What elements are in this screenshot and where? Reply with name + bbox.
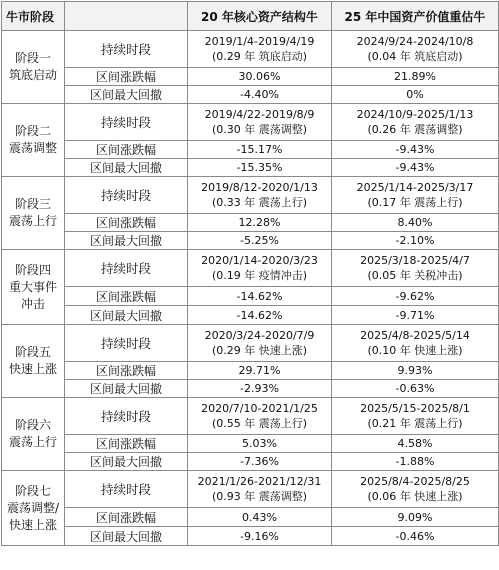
row-label-change: 区间涨跌幅: [65, 435, 188, 453]
table-row-duration: [2, 471, 499, 508]
row-label-change: 区间涨跌幅: [65, 287, 188, 306]
header-stage: 牛市阶段: [2, 2, 65, 31]
date-range-2019: 2020/3/24-2020/7/9: [204, 329, 315, 342]
header-2024-bull: 25 年中国资产价值重估牛: [332, 2, 499, 31]
stage-label-line: 阶段二: [14, 124, 51, 138]
row-label-drawdown: 区间最大回撤: [65, 159, 188, 177]
table-row-duration: [2, 104, 499, 141]
stage-cell-2: [2, 104, 65, 177]
row-label-change: 区间涨跌幅: [65, 362, 188, 380]
table-row-drawdown: [2, 380, 499, 398]
table-row-change: [2, 435, 499, 453]
row-label-change: 区间涨跌幅: [65, 141, 188, 159]
stage-label-line: 震荡上行: [8, 214, 57, 228]
row-label-duration: 持续时段: [65, 398, 188, 435]
header-2019-bull: 20 年核心资产结构牛: [188, 2, 332, 31]
row-label-change: 区间涨跌幅: [65, 214, 188, 232]
drawdown-value-2024: -0.63%: [332, 380, 499, 398]
date-range-2019: 2019/1/4-2019/4/19: [204, 35, 315, 48]
row-label-duration: 持续时段: [65, 177, 188, 214]
drawdown-value-2024: 0%: [332, 86, 499, 104]
row-label-duration: 持续时段: [65, 325, 188, 362]
table-row-change: [2, 362, 499, 380]
date-range-2019: 2021/1/26-2021/12/31: [197, 475, 322, 488]
table-row-drawdown: [2, 453, 499, 471]
duration-note-2019: (0.29 年 筑底启动): [211, 50, 308, 63]
duration-note-2019: (0.30 年 震荡调整): [211, 123, 308, 136]
table-row-drawdown: [2, 86, 499, 104]
duration-cell-2019: [188, 325, 332, 362]
change-value-2024: -9.62%: [332, 287, 499, 306]
drawdown-value-2024: -2.10%: [332, 232, 499, 250]
duration-note-2024: (0.10 年 快速上涨): [367, 344, 463, 357]
drawdown-value-2019: -9.16%: [188, 527, 332, 546]
stage-label-line: 震荡调整/: [6, 500, 60, 515]
duration-cell-2024: [332, 398, 499, 435]
table-row-drawdown: [2, 159, 499, 177]
duration-cell-2019: [188, 177, 332, 214]
table-row-change: [2, 214, 499, 232]
date-range-2024: 2025/4/8-2025/5/14: [360, 329, 470, 342]
stage-label-line: 阶段一: [14, 51, 51, 65]
drawdown-value-2019: -7.36%: [188, 453, 332, 471]
stage-cell-7: [2, 471, 65, 546]
duration-note-2024: (0.06 年 快速上涨): [367, 490, 463, 503]
drawdown-value-2024: -0.46%: [332, 527, 499, 546]
change-value-2024: 8.40%: [332, 214, 499, 232]
duration-cell-2024: [332, 471, 499, 508]
duration-cell-2019: [188, 398, 332, 435]
stage-cell-4: [2, 250, 65, 325]
date-range-2024: 2025/8/4-2025/8/25: [360, 475, 470, 488]
duration-cell-2024: [332, 250, 499, 287]
date-range-2024: 2025/3/18-2025/4/7: [360, 254, 470, 267]
change-value-2019: -14.62%: [188, 287, 332, 306]
row-label-drawdown: 区间最大回撤: [65, 453, 188, 471]
duration-cell-2024: [332, 177, 499, 214]
header-row: [2, 2, 499, 31]
date-range-2024: 2024/9/24-2024/10/8: [356, 35, 474, 48]
drawdown-value-2024: -9.43%: [332, 159, 499, 177]
duration-note-2024: (0.26 年 震荡调整): [367, 123, 463, 136]
stage-label-line: 阶段四: [14, 262, 51, 277]
date-range-2019: 2019/8/12-2020/1/13: [201, 181, 318, 194]
stage-label-line: 快速上涨: [8, 517, 57, 532]
table-row-duration: [2, 177, 499, 214]
drawdown-value-2024: -1.88%: [332, 453, 499, 471]
duration-note-2024: (0.17 年 震荡上行): [367, 196, 463, 209]
stage-cell-5: [2, 325, 65, 398]
row-label-drawdown: 区间最大回撤: [65, 380, 188, 398]
stage-label-line: 阶段六: [14, 418, 51, 432]
stage-label-line: 震荡调整: [8, 141, 57, 155]
table-row-drawdown: [2, 232, 499, 250]
table-row-drawdown: [2, 306, 499, 325]
stage-label-line: 筑底启动: [8, 68, 57, 82]
row-label-change: 区间涨跌幅: [65, 508, 188, 527]
duration-note-2019: (0.93 年 震荡调整): [211, 490, 308, 503]
comparison-table-container: [1, 1, 499, 546]
header-metric: [65, 2, 188, 31]
duration-cell-2024: [332, 325, 499, 362]
duration-note-2024: (0.05 年 关税冲击): [367, 269, 463, 282]
duration-note-2019: (0.33 年 震荡上行): [211, 196, 308, 209]
duration-note-2019: (0.55 年 震荡上行): [211, 417, 308, 430]
table-row-duration: [2, 325, 499, 362]
duration-cell-2019: [188, 250, 332, 287]
change-value-2019: -15.17%: [188, 141, 332, 159]
stage-cell-3: [2, 177, 65, 250]
table-body: [2, 31, 499, 546]
drawdown-value-2019: -5.25%: [188, 232, 332, 250]
change-value-2024: 21.89%: [332, 68, 499, 86]
date-range-2019: 2019/4/22-2019/8/9: [204, 108, 315, 121]
duration-cell-2019: [188, 471, 332, 508]
row-label-drawdown: 区间最大回撤: [65, 86, 188, 104]
change-value-2019: 5.03%: [188, 435, 332, 453]
duration-cell-2019: [188, 31, 332, 68]
row-label-drawdown: 区间最大回撤: [65, 232, 188, 250]
stage-label-line: 阶段七: [14, 483, 51, 498]
duration-cell-2024: [332, 31, 499, 68]
stage-label-line: 震荡上行: [8, 435, 57, 449]
duration-note-2019: (0.19 年 疫情冲击): [211, 269, 308, 282]
date-range-2024: 2025/1/14-2025/3/17: [356, 181, 474, 194]
date-range-2019: 2020/7/10-2021/1/25: [201, 402, 318, 415]
date-range-2019: 2020/1/14-2020/3/23: [201, 254, 318, 267]
row-label-change: 区间涨跌幅: [65, 68, 188, 86]
stage-label-line: 阶段五: [14, 345, 51, 359]
row-label-duration: 持续时段: [65, 31, 188, 68]
duration-note-2024: (0.04 年 筑底启动): [367, 50, 463, 63]
table-row-change: [2, 508, 499, 527]
drawdown-value-2019: -15.35%: [188, 159, 332, 177]
change-value-2024: -9.43%: [332, 141, 499, 159]
change-value-2019: 29.71%: [188, 362, 332, 380]
drawdown-value-2024: -9.71%: [332, 306, 499, 325]
stage-cell-6: [2, 398, 65, 471]
table-row-change: [2, 141, 499, 159]
row-label-duration: 持续时段: [65, 250, 188, 287]
stage-cell-1: [2, 31, 65, 104]
table-row-duration: [2, 31, 499, 68]
duration-cell-2024: [332, 104, 499, 141]
change-value-2024: 4.58%: [332, 435, 499, 453]
table-row-change: [2, 287, 499, 306]
drawdown-value-2019: -14.62%: [188, 306, 332, 325]
bull-market-comparison-table: [1, 1, 499, 546]
change-value-2024: 9.09%: [332, 508, 499, 527]
drawdown-value-2019: -2.93%: [188, 380, 332, 398]
stage-label-line: 阶段三: [14, 197, 51, 211]
change-value-2019: 12.28%: [188, 214, 332, 232]
duration-note-2019: (0.29 年 快速上涨): [211, 344, 308, 357]
change-value-2019: 30.06%: [188, 68, 332, 86]
row-label-drawdown: 区间最大回撤: [65, 527, 188, 546]
stage-label-line: 冲击: [20, 296, 45, 311]
row-label-drawdown: 区间最大回撤: [65, 306, 188, 325]
table-row-change: [2, 68, 499, 86]
table-row-duration: [2, 398, 499, 435]
duration-note-2024: (0.21 年 震荡上行): [367, 417, 463, 430]
row-label-duration: 持续时段: [65, 104, 188, 141]
date-range-2024: 2025/5/15-2025/8/1: [360, 402, 470, 415]
row-label-duration: 持续时段: [65, 471, 188, 508]
stage-label-line: 快速上涨: [8, 362, 57, 376]
change-value-2019: 0.43%: [188, 508, 332, 527]
table-row-duration: [2, 250, 499, 287]
date-range-2024: 2024/10/9-2025/1/13: [356, 108, 474, 121]
table-row-drawdown: [2, 527, 499, 546]
stage-label-line: 重大事件: [8, 279, 57, 294]
change-value-2024: 9.93%: [332, 362, 499, 380]
drawdown-value-2019: -4.40%: [188, 86, 332, 104]
duration-cell-2019: [188, 104, 332, 141]
